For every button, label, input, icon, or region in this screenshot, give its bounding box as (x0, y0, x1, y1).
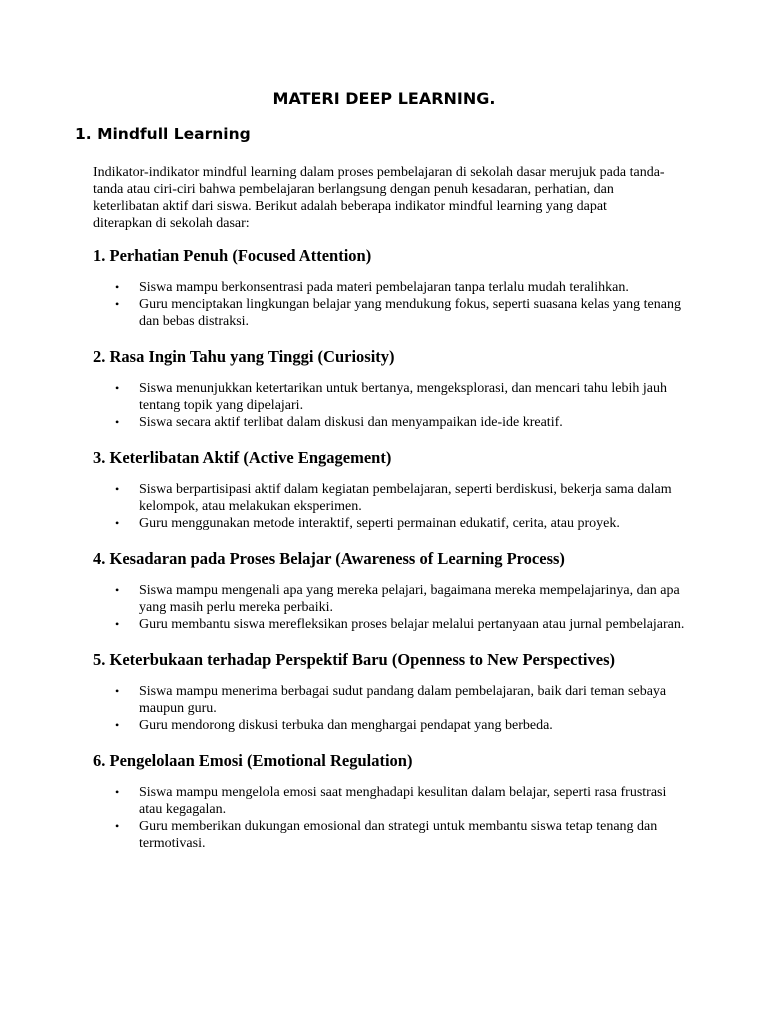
list-item-text: Guru membantu siswa merefleksikan proses belajar melalui pertanyaan atau jurnal pembelajaran. (139, 617, 685, 632)
bullet-icon: • (115, 785, 120, 799)
indicator-heading: 6. Pengelolaan Emosi (Emotional Regulation) (93, 751, 413, 770)
bullet-list (93, 279, 693, 330)
indicator-3 (93, 448, 693, 532)
list-item (93, 296, 685, 330)
bullet-icon: • (115, 819, 120, 833)
bullet-list (93, 380, 693, 431)
bullet-icon: • (115, 381, 120, 395)
list-item (93, 279, 685, 296)
list-item (93, 414, 685, 431)
section-heading: 1. Mindfull Learning (75, 125, 251, 143)
indicator-heading: 5. Keterbukaan terhadap Perspektif Baru (Openness to New Perspectives) (93, 650, 615, 669)
indicator-heading: 1. Perhatian Penuh (Focused Attention) (93, 246, 372, 265)
list-item (93, 818, 685, 852)
list-item-text: Siswa berpartisipasi aktif dalam kegiatan pembelajaran, seperti berdiskusi, bekerja sama dalam kelompok, atau melakukan eksperimen. (139, 482, 672, 514)
bullet-list (93, 683, 693, 734)
indicator-heading: 4. Kesadaran pada Proses Belajar (Awareness of Learning Process) (93, 549, 565, 568)
list-item (93, 582, 685, 616)
bullet-icon: • (115, 583, 120, 597)
indicator-heading: 3. Keterlibatan Aktif (Active Engagement) (93, 448, 392, 467)
list-item-text: Siswa mampu berkonsentrasi pada materi pembelajaran tanpa terlalu mudah teralihkan. (139, 280, 629, 295)
bullet-icon: • (115, 297, 120, 311)
list-item (93, 717, 685, 734)
indicator-list (93, 246, 693, 869)
bullet-list (93, 582, 693, 633)
list-item (93, 515, 685, 532)
list-item-text: Siswa secara aktif terlibat dalam diskusi dan menyampaikan ide-ide kreatif. (139, 415, 563, 430)
bullet-icon: • (115, 718, 120, 732)
bullet-icon: • (115, 684, 120, 698)
list-item-text: Siswa mampu mengelola emosi saat menghadapi kesulitan dalam belajar, seperti rasa frustrasi atau kegagalan. (139, 785, 667, 817)
list-item (93, 784, 685, 818)
list-item-text: Siswa mampu menerima berbagai sudut pandang dalam pembelajaran, baik dari teman sebaya maupun guru. (139, 684, 667, 716)
intro-paragraph: Indikator-indikator mindful learning dalam proses pembelajaran di sekolah dasar merujuk pada tanda-tanda atau ciri-ciri bahwa pembelajaran berlangsung dengan penuh kesadaran, perhatian, dan keterlibatan aktif dari siswa. Berikut adalah beberapa indikator mindful learning yang dapat diterapkan di sekolah dasar: (93, 165, 665, 231)
list-item-text: Guru menggunakan metode interaktif, seperti permainan edukatif, cerita, atau proyek. (139, 516, 620, 531)
bullet-icon: • (115, 617, 120, 631)
list-item (93, 616, 685, 633)
list-item (93, 380, 685, 414)
list-item-text: Siswa menunjukkan ketertarikan untuk bertanya, mengeksplorasi, dan mencari tahu lebih jauh tentang topik yang dipelajari. (139, 381, 667, 413)
list-item-text: Siswa mampu mengenali apa yang mereka pelajari, bagaimana mereka mempelajarinya, dan apa yang masih perlu mereka perbaiki. (139, 583, 680, 615)
bullet-icon: • (115, 280, 120, 294)
list-item (93, 683, 685, 717)
indicator-2 (93, 347, 693, 431)
list-item-text: Guru menciptakan lingkungan belajar yang mendukung fokus, seperti suasana kelas yang tenang dan bebas distraksi. (139, 297, 681, 329)
list-item-text: Guru mendorong diskusi terbuka dan menghargai pendapat yang berbeda. (139, 718, 553, 733)
indicator-4 (93, 549, 693, 633)
bullet-icon: • (115, 482, 120, 496)
bullet-list (93, 481, 693, 532)
indicator-heading: 2. Rasa Ingin Tahu yang Tinggi (Curiosity) (93, 347, 395, 366)
list-item (93, 481, 685, 515)
bullet-list (93, 784, 693, 852)
bullet-icon: • (115, 415, 120, 429)
document-title: MATERI DEEP LEARNING. (272, 89, 496, 108)
indicator-1 (93, 246, 693, 330)
bullet-icon: • (115, 516, 120, 530)
indicator-5 (93, 650, 693, 734)
indicator-6 (93, 751, 693, 852)
list-item-text: Guru memberikan dukungan emosional dan strategi untuk membantu siswa tetap tenang dan termotivasi. (139, 819, 658, 851)
